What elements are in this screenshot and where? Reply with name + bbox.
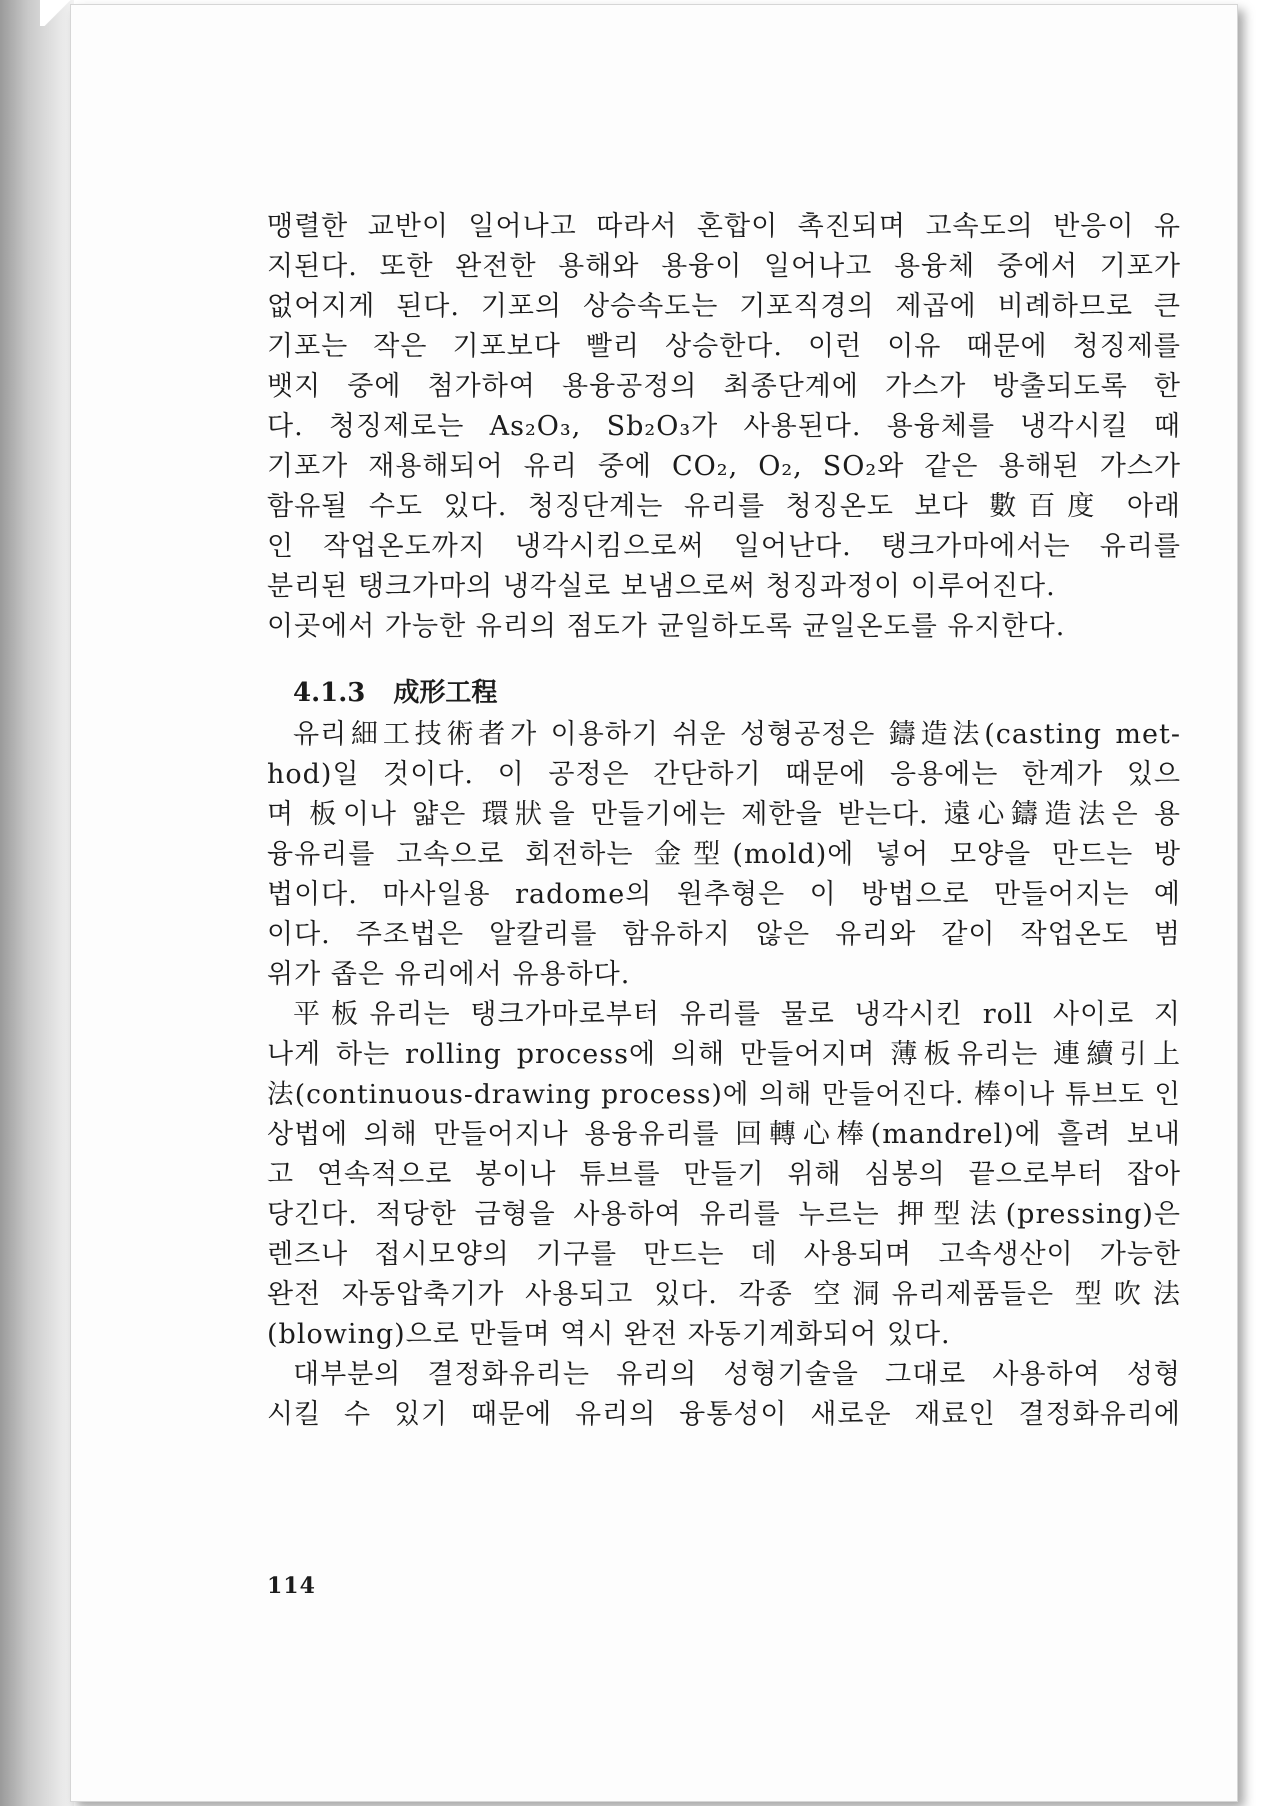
text-line: 法(continuous-drawing process)에 의해 만들어진다. 棒이나 튜브도 인: [267, 1079, 1181, 1110]
paragraph-1: [267, 207, 1181, 647]
text-line: 완전 자동압축기가 사용되고 있다. 각종 空洞유리제품들은 型吹法: [267, 1279, 1181, 1310]
text-line: 당긴다. 적당한 금형을 사용하여 유리를 누르는 押型法(pressing)은: [267, 1199, 1181, 1230]
text-line: 나게 하는 rolling process에 의해 만들어지며 薄板유리는 連續引上: [267, 1039, 1181, 1070]
text-line: (blowing)으로 만들며 역시 완전 자동기계화되어 있다.: [267, 1319, 951, 1350]
text-line: 며 板이나 얇은 環狀을 만들기에는 제한을 받는다. 遠心鑄造法은 용: [267, 799, 1181, 830]
section-number: 4.1.3: [293, 678, 366, 708]
text-line: 시킬 수 있기 때문에 유리의 융통성이 새로운 재료인 결정화유리에: [267, 1399, 1181, 1430]
book-edge-corner: [40, 0, 74, 26]
text-line: 平板유리는 탱크가마로부터 유리를 물로 냉각시킨 roll 사이로 지: [293, 999, 1181, 1030]
text-line: 대부분의 결정화유리는 유리의 성형기술을 그대로 사용하여 성형: [293, 1359, 1181, 1390]
text-line: 기포가 재용해되어 유리 중에 CO₂, O₂, SO₂와 같은 용해된 가스가: [267, 451, 1181, 482]
book-page: [70, 4, 1238, 1802]
text-line: 없어지게 된다. 기포의 상승속도는 기포직경의 제곱에 비례하므로 큰: [267, 291, 1181, 322]
paragraph-2: [267, 715, 1181, 995]
text-line: 유리細工技術者가 이용하기 쉬운 성형공정은 鑄造法(casting met-: [293, 719, 1181, 750]
text-line: 지된다. 또한 완전한 용해와 용융이 일어나고 용융체 중에서 기포가: [267, 251, 1181, 282]
book-edge-shadow: [0, 0, 74, 1806]
page-number: 114: [267, 1573, 316, 1599]
text-line: 기포는 작은 기포보다 빨리 상승한다. 이런 이유 때문에 청징제를: [267, 331, 1181, 362]
paragraph-3: [267, 995, 1181, 1355]
text-line: 이다. 주조법은 알칼리를 함유하지 않은 유리와 같이 작업온도 범: [267, 919, 1181, 950]
text-line: 위가 좁은 유리에서 유용하다.: [267, 959, 631, 990]
text-line: 분리된 탱크가마의 냉각실로 보냄으로써 청징과정이 이루어진다.: [267, 571, 1056, 602]
section-heading: [267, 673, 1181, 713]
text-line: 렌즈나 접시모양의 기구를 만드는 데 사용되며 고속생산이 가능한: [267, 1239, 1181, 1270]
section-title: 成形工程: [393, 678, 498, 708]
text-line: 뱃지 중에 첨가하여 용융공정의 최종단계에 가스가 방출되도록 한: [267, 371, 1181, 402]
text-line: 법이다. 마사일용 radome의 원추형은 이 방법으로 만들어지는 예: [267, 879, 1181, 910]
text-line: 다. 청징제로는 As₂O₃, Sb₂O₃가 사용된다. 용융체를 냉각시킬 때: [267, 411, 1181, 442]
text-line: 고 연속적으로 봉이나 튜브를 만들기 위해 심봉의 끝으로부터 잡아: [267, 1159, 1181, 1190]
text-line: 상법에 의해 만들어지나 용융유리를 回轉心棒(mandrel)에 흘려 보내: [267, 1119, 1181, 1150]
text-line: 융유리를 고속으로 회전하는 金型(mold)에 넣어 모양을 만드는 방: [267, 839, 1181, 870]
paragraph-4: [267, 1355, 1181, 1435]
page-body: [267, 207, 1181, 1435]
text-line: 이곳에서 가능한 유리의 점도가 균일하도록 균일온도를 유지한다.: [267, 611, 1066, 642]
text-line: 맹렬한 교반이 일어나고 따라서 혼합이 촉진되며 고속도의 반응이 유: [267, 211, 1181, 242]
text-line: 함유될 수도 있다. 청징단계는 유리를 청징온도 보다 數百度 아래: [267, 491, 1181, 522]
text-line: 인 작업온도까지 냉각시킴으로써 일어난다. 탱크가마에서는 유리를: [267, 531, 1181, 562]
text-line: hod)일 것이다. 이 공정은 간단하기 때문에 응용에는 한계가 있으: [267, 759, 1181, 790]
